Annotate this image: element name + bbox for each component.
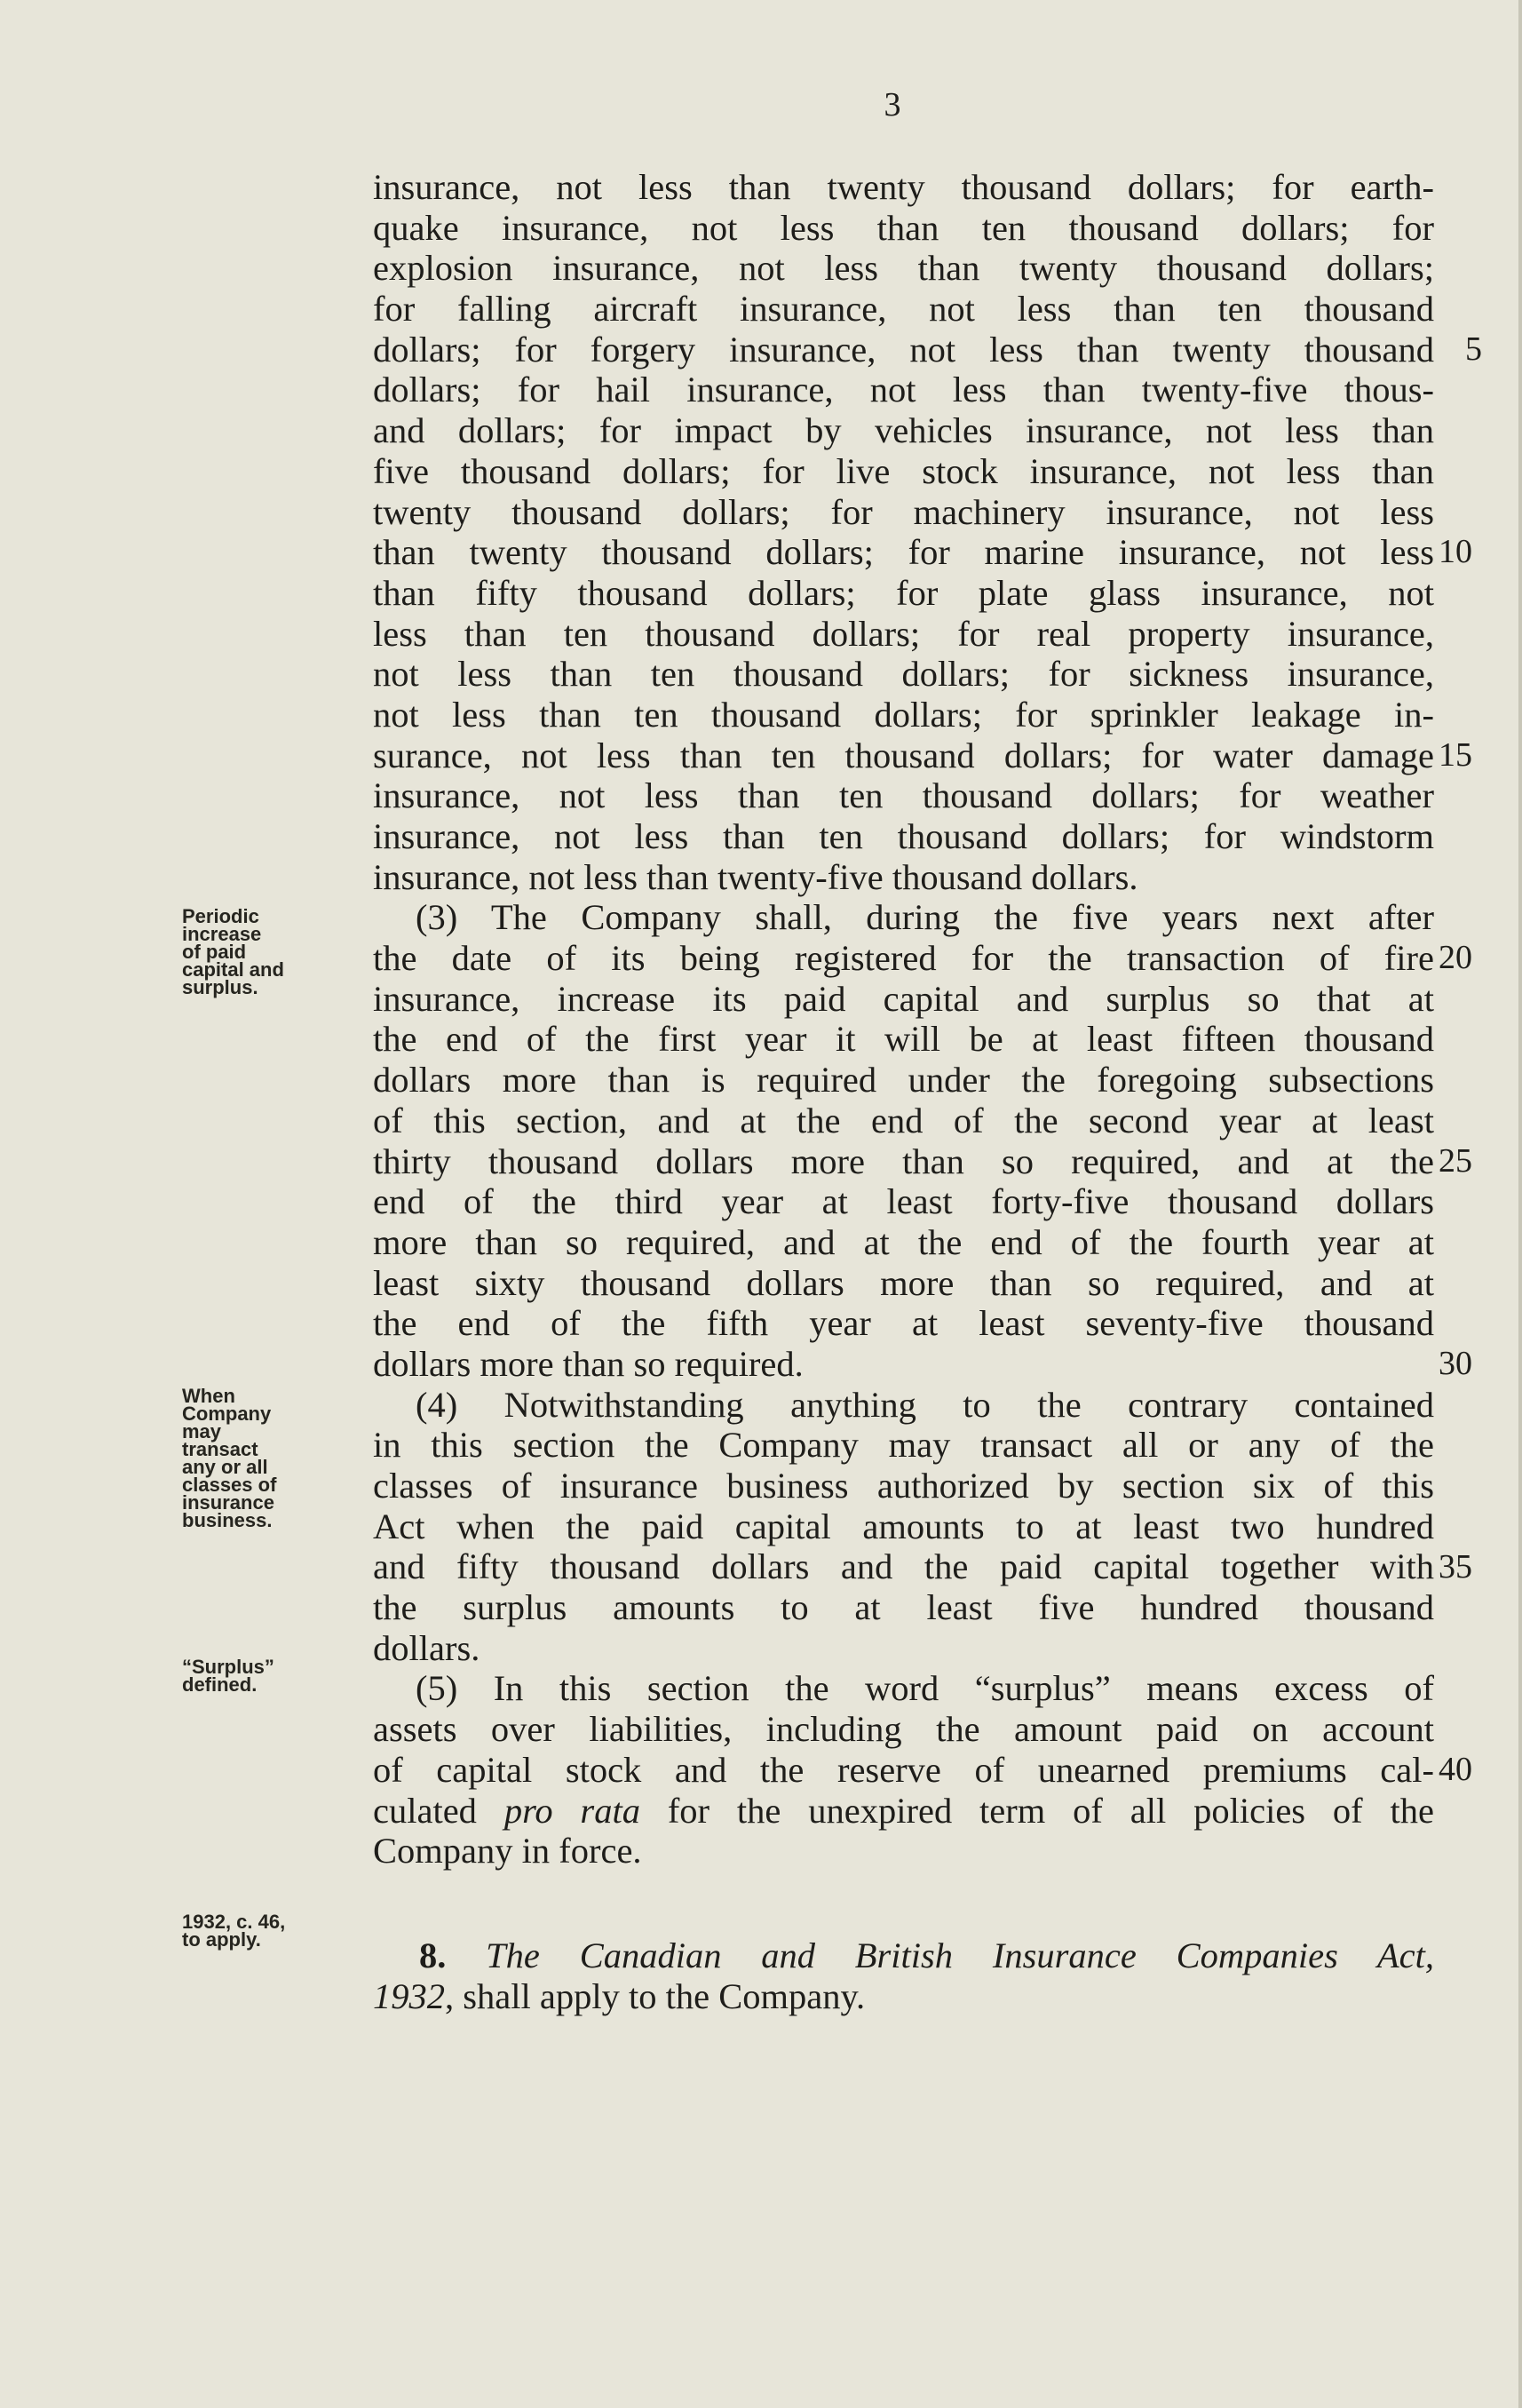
text-line: than twenty thousand dollars; for marine insurance, not less	[373, 532, 1434, 573]
section-number: 8.	[419, 1935, 447, 1975]
page-edge	[1518, 0, 1522, 2408]
italic-term: pro rata	[503, 1790, 640, 1831]
text-line: not less than ten thousand dollars; for sprinkler leakage in-	[373, 694, 1434, 735]
text-line	[373, 1976, 1434, 2017]
act-title: The Canadian and British Insurance Companies Act,	[446, 1935, 1434, 1975]
margin-note-line: to apply.	[182, 1928, 261, 1951]
text-line: assets over liabilities, including the amount paid on account	[373, 1709, 1434, 1750]
text-line: explosion insurance, not less than twenty thousand dollars;	[373, 248, 1434, 289]
statute-text	[373, 167, 1434, 2016]
text-line: the surplus amounts to at least five hundred thousand	[373, 1587, 1434, 1628]
text-line: classes of insurance business authorized by section six of this	[373, 1466, 1434, 1506]
margin-note-line: Company	[182, 1403, 272, 1425]
section-8	[373, 1935, 1434, 2016]
line-number: 10	[1439, 533, 1472, 571]
text-line: more than so required, and at the end of the fourth year at	[373, 1221, 1434, 1262]
margin-note-line: of paid	[182, 941, 247, 963]
text-line: insurance, not less than ten thousand dollars; for weather	[373, 775, 1434, 816]
text-line: of this section, and at the end of the second year at least	[373, 1100, 1434, 1140]
line-number: 30	[1439, 1345, 1472, 1383]
text-fragment: for the unexpired term of all policies of the	[639, 1790, 1434, 1831]
text-line: not less than ten thousand dollars; for sickness insurance,	[373, 654, 1434, 695]
section-gap	[373, 1872, 1434, 1935]
text-line: dollars more than so required.	[373, 1343, 804, 1384]
text-line: the end of the first year it will be at least fifteen thousand	[373, 1019, 1434, 1060]
text-line: dollars.	[373, 1627, 480, 1668]
text-line: end of the third year at least forty-five thousand dollars	[373, 1181, 1434, 1222]
text-line: insurance, increase its paid capital and surplus so that at	[373, 978, 1434, 1019]
text-line: insurance, not less than twenty-five thousand dollars.	[373, 856, 1138, 897]
subsection-4	[373, 1385, 1434, 1669]
margin-note-line: transact	[182, 1438, 258, 1460]
margin-note-line: classes of	[182, 1474, 277, 1496]
line-number: 5	[1465, 330, 1482, 368]
text-line: less than ten thousand dollars; for real property insurance,	[373, 613, 1434, 654]
line-number: 20	[1439, 939, 1472, 977]
page-number: 3	[884, 86, 901, 123]
margin-note-line: Periodic	[182, 905, 259, 927]
line-number: 25	[1439, 1141, 1472, 1180]
act-year: 1932	[373, 1975, 445, 2016]
text-line: least sixty thousand dollars more than so required, and at	[373, 1262, 1434, 1303]
text-line: (3) The Company shall, during the five years next after	[416, 897, 1434, 938]
text-line	[373, 1935, 1434, 1976]
text-line: twenty thousand dollars; for machinery insurance, not less	[373, 491, 1434, 532]
text-line: than fifty thousand dollars; for plate glass insurance, not	[373, 572, 1434, 613]
text-line: in this section the Company may transact all or any of the	[373, 1425, 1434, 1466]
text-line: for falling aircraft insurance, not less than ten thousand	[373, 289, 1434, 330]
text-line: insurance, not less than twenty thousand dollars; for earth-	[373, 167, 1434, 207]
margin-note-line: capital and	[182, 958, 284, 981]
text-line: the date of its being registered for the transaction of fire	[373, 938, 1434, 979]
margin-note-line: When	[182, 1385, 235, 1407]
text-fragment: , shall apply to the Company.	[445, 1975, 866, 2016]
text-line: of capital stock and the reserve of unearned premiums cal-	[373, 1749, 1434, 1790]
text-line: dollars more than is required under the foregoing subsections	[373, 1060, 1434, 1101]
text-line: insurance, not less than ten thousand dollars; for windstorm	[373, 816, 1434, 856]
margin-note-surplus-defined	[182, 1658, 333, 1694]
text-line: (4) Notwithstanding anything to the contrary contained	[416, 1384, 1434, 1425]
line-number: 35	[1439, 1547, 1472, 1585]
margin-note-when-company	[182, 1387, 333, 1530]
margin-note-line: 1932, c. 46,	[182, 1911, 286, 1933]
text-line: dollars; for forgery insurance, not less than twenty thousand	[373, 329, 1434, 370]
margin-note-line: may	[182, 1420, 222, 1442]
subsection-5	[373, 1668, 1434, 1871]
margin-note-line: “Surplus”	[182, 1656, 274, 1678]
margin-note-line: any or all	[182, 1456, 268, 1478]
margin-note-line: surplus.	[182, 976, 258, 998]
text-line: (5) In this section the word “surplus” means excess of	[416, 1668, 1434, 1709]
margin-note-periodic-increase	[182, 905, 333, 998]
continuation-paragraph	[373, 167, 1434, 897]
text-line: the end of the fifth year at least seventy-five thousand	[373, 1303, 1434, 1344]
margin-note-act-to-apply	[182, 1913, 333, 1949]
text-line: quake insurance, not less than ten thousand dollars; for	[373, 207, 1434, 248]
subsection-3	[373, 897, 1434, 1384]
margin-note-line: defined.	[182, 1673, 258, 1696]
text-line: Company in force.	[373, 1831, 642, 1872]
text-line: Act when the paid capital amounts to at least two hundred	[373, 1506, 1434, 1546]
text-line: surance, not less than ten thousand dollars; for water damage	[373, 735, 1434, 775]
text-fragment: culated	[373, 1790, 504, 1831]
text-line: thirty thousand dollars more than so required, and at the	[373, 1140, 1434, 1181]
margin-note-line: business.	[182, 1509, 273, 1531]
line-number: 40	[1439, 1751, 1472, 1789]
text-line: and fifty thousand dollars and the paid capital together with	[373, 1546, 1434, 1587]
text-line	[373, 1791, 1434, 1832]
text-line: five thousand dollars; for live stock insurance, not less than	[373, 450, 1434, 491]
text-line: dollars; for hail insurance, not less than twenty-five thous-	[373, 370, 1434, 410]
margin-note-line: insurance	[182, 1491, 274, 1514]
margin-note-line: increase	[182, 923, 262, 945]
text-line: and dollars; for impact by vehicles insurance, not less than	[373, 410, 1434, 451]
line-number: 15	[1439, 735, 1472, 774]
